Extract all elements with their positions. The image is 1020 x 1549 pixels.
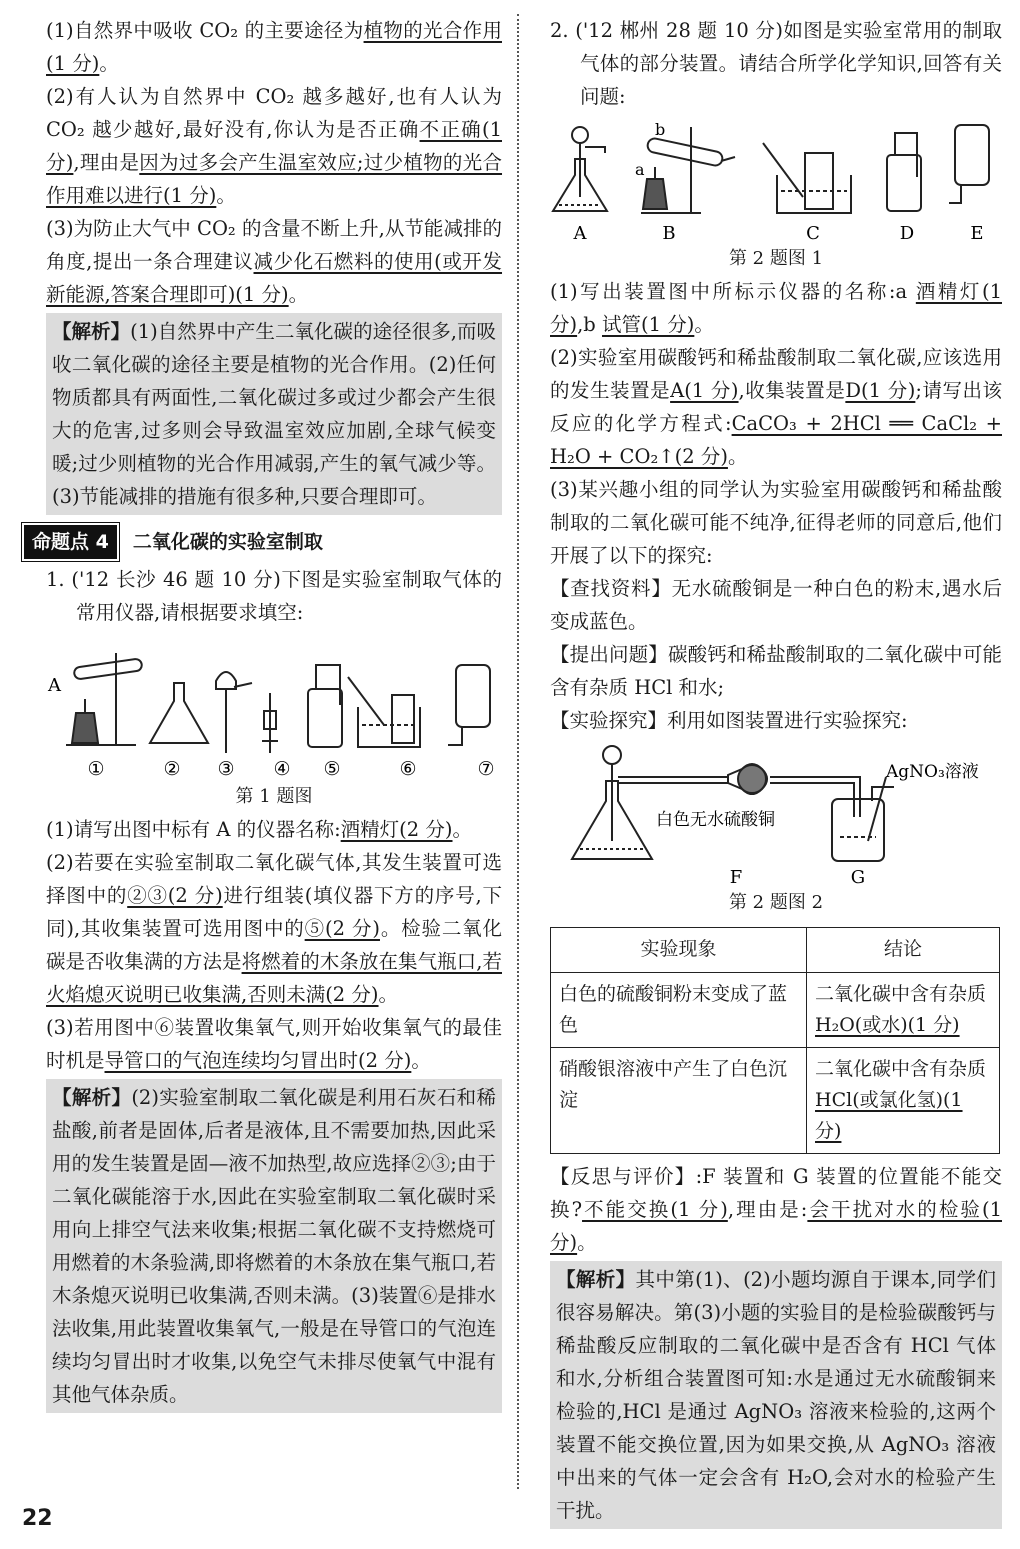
question-2-head: 2. ('12 郴州 28 题 10 分)如图是实验室常用的制取气体的部分装置。请结合所学化学知识,回答有关问题: (550, 19, 1002, 108)
label-a: a (635, 160, 645, 179)
label-b: b (655, 120, 666, 139)
table-header: 实验现象 (551, 928, 807, 973)
results-table (550, 927, 1000, 1154)
figure-1-number: ③ (217, 758, 235, 780)
answer: 不正确(1 分) (46, 118, 502, 174)
answer: 试管(1 分) (602, 313, 695, 336)
info-section: 【查找资料】无水硫酸铜是一种白色的粉末,遇水后变成蓝色。 (550, 577, 1002, 633)
figure-2-1-caption: 第 2 题图 1 (728, 248, 824, 269)
figure-1-number: ④ (273, 758, 291, 780)
right-column (550, 14, 1002, 1533)
figure-2-2-apparatus (556, 741, 996, 889)
label-f: F (729, 867, 743, 888)
conclusion-cell: 二氧化碳中含有杂质 H₂O(或水)(1 分) (807, 973, 1000, 1048)
page-number: 22 (22, 1506, 53, 1531)
explanation-box: 【解析】(1)自然界中产生二氧化碳的途径很多,而吸收二氧化碳的途径主要是植物的光合作用。(2)任何物质都具有两面性,二氧化碳过多或过少都会产生很大的危害,过多则会导致温室效应加剧,全球气候变暖;过少则植物的光合作用减弱,产生的氧气减少等。(3)节能减排的措施有很多种,只要合理即可。 (46, 313, 502, 515)
cuso4-label: 白色无水硫酸铜 (656, 810, 775, 830)
figure-2-1-label: A (573, 223, 587, 244)
agno3-label: AgNO₃溶液 (886, 762, 979, 782)
answer: 不能交换(1 分) (582, 1198, 728, 1221)
topic-tag: 命题点 4 (24, 525, 117, 559)
figure-2-1-label: C (806, 223, 820, 244)
answer: 因为过多会产生温室效应;过少植物的光合作用难以进行(1 分) (46, 151, 503, 207)
topic-title: 二氧化碳的实验室制取 (132, 531, 323, 553)
question-section: 【提出问题】碳酸钙和稀盐酸制取的二氧化碳中可能含有杂质 HCl 和水; (550, 643, 1002, 699)
explore-section: 【实验探究】利用如图装置进行实验探究: (550, 709, 908, 732)
figure-1-caption: 第 1 题图 (235, 786, 313, 807)
label-a: A (48, 675, 61, 696)
figure-1-number: ⑤ (323, 758, 341, 780)
reflection-section: 【反思与评价】:F 装置和 G 装置的位置能不能交换?不能交换(1 分),理由是:会干扰对水的检验(1 分)。 (550, 1165, 1002, 1254)
answer: D(1 分) (845, 379, 916, 402)
question-1-part-1: (1)请写出图中标有 A 的仪器名称:酒精灯(2 分)。 (46, 818, 473, 841)
answer: 将燃着的木条放在集气瓶口,若火焰熄灭说明已收集满,否则未满(2 分) (46, 950, 502, 1006)
figure-2-2-caption: 第 2 题图 2 (728, 892, 824, 913)
figure-1-number: ① (87, 758, 105, 780)
explanation-box: 【解析】(2)实验室制取二氧化碳是利用石灰石和稀盐酸,前者是固体,后者是液体,且不需要加热,因此采用的发生装置是固—液不加热型,故应选择②③;由于二氧化碳能溶于水,因此在实验室制取二氧化碳时采用向上排空气法来收集;根据二氧化碳不支持燃烧可用燃着的木条验满,即将燃着的木条放在集气瓶口,若木条熄灭说明已收集满,否则未满。(3)装置⑥是排水法收集,用此装置收集氧气,一般是在导管口的气泡连续均匀冒出时才收集,以免空气未排尽使氧气中混有其他气体杂质。 (46, 1079, 502, 1413)
figure-1-number: ⑥ (399, 758, 417, 780)
label-g: G (850, 867, 866, 888)
figure-2-1-apparatus (551, 117, 1001, 245)
table-row (551, 973, 1000, 1048)
table-row (551, 1048, 1000, 1154)
topic-header (24, 525, 502, 559)
conclusion-cell: 二氧化碳中含有杂质 HCl(或氯化氢)(1 分) (807, 1048, 1000, 1154)
answer: HCl(或氯化氢)(1 分) (815, 1089, 963, 1142)
co2-question-2: (2)有人认为自然界中 CO₂ 越多越好,也有人认为 CO₂ 越少越好,最好没有,你认为是否正确不正确(1 分),理由是因为过多会产生温室效应;过少植物的光合作用难以进行(1 分)。 (46, 85, 503, 207)
observation-cell: 硝酸银溶液中产生了白色沉淀 (551, 1048, 807, 1154)
explanation-box: 【解析】其中第(1)、(2)小题均源自于课本,同学们很容易解决。第(3)小题的实验目的是检验碳酸钙与稀盐酸反应制取的二氧化碳中是否含有 HCl 气体和水,分析组合装置图可知:水是通过无水硫酸铜来检验的,HCl 是通过 AgNO₃ 溶液来检验的,这两个装置不能交换位置,因为如果交换,从 AgNO₃ 溶液中出来的气体一定会含有 H₂O,会对水的检验产生干扰。 (550, 1261, 1002, 1529)
figure-1-number: ② (163, 758, 181, 780)
answer: 酒精灯(1 分) (550, 280, 1002, 336)
figure-1-apparatus (46, 633, 502, 783)
answer: ⑤(2 分) (304, 917, 380, 940)
figure-1-number: ⑦ (477, 758, 495, 780)
answer: ②③(2 分) (127, 884, 223, 907)
observation-cell: 白色的硫酸铜粉末变成了蓝色 (551, 973, 807, 1048)
answer: H₂O(或水)(1 分) (815, 1014, 960, 1036)
answer: A(1 分) (670, 379, 739, 402)
table-header: 结论 (807, 928, 1000, 973)
answer: 减少化石燃料的使用(或开发新能源,答案合理即可)(1 分) (46, 250, 503, 306)
question-2-part-1: (1)写出装置图中所标示仪器的名称:a 酒精灯(1 分),b 试管(1 分)。 (550, 280, 1002, 336)
question-2-part-2: (2)实验室用碳酸钙和稀盐酸制取二氧化碳,应该选用的发生装置是A(1 分),收集装置是D(1 分);请写出该反应的化学方程式:CaCO₃ + 2HCl ══ CaCl₂ + H₂O + CO₂↑(2 分)。 (550, 346, 1002, 468)
figure-2-1-label: D (899, 223, 915, 244)
question-1-head: 1. ('12 长沙 46 题 10 分)下图是实验室制取气体的常用仪器,请根据要求填空: (46, 568, 502, 624)
figure-2-1-label: B (662, 223, 676, 244)
question-2-part-3: (3)某兴趣小组的同学认为实验室用碳酸钙和稀盐酸制取的二氧化碳可能不纯净,征得老师的同意后,他们开展了以下的探究: (550, 478, 1002, 567)
column-divider (517, 14, 519, 1489)
co2-question-1: (1)自然界中吸收 CO₂ 的主要途径为植物的光合作用(1 分)。 (46, 19, 502, 75)
figure-2-1-label: E (970, 223, 984, 244)
left-column (32, 14, 503, 1417)
question-1-part-2: (2)若要在实验室制取二氧化碳气体,其发生装置可选择图中的②③(2 分)进行组装(填仪器下方的序号,下同),其收集装置可选用图中的⑤(2 分)。检验二氧化碳是否收集满的方法是将燃着的木条放在集气瓶口,若火焰熄灭说明已收集满,否则未满(2 分)。 (46, 851, 502, 1006)
answer: CaCO₃ + 2HCl ══ CaCl₂ + H₂O + CO₂↑(2 分) (550, 412, 1002, 468)
answer: 酒精灯(2 分) (340, 818, 453, 841)
answer: 导管口的气泡连续均匀冒出时(2 分) (104, 1049, 412, 1072)
question-1-part-3: (3)若用图中⑥装置收集氧气,则开始收集氧气的最佳时机是导管口的气泡连续均匀冒出时(2 分)。 (46, 1016, 502, 1072)
answer: 会干扰对水的检验(1 分) (550, 1198, 1002, 1254)
answer: 植物的光合作用(1 分) (46, 19, 502, 75)
co2-question-3: (3)为防止大气中 CO₂ 的含量不断上升,从节能减排的角度,提出一条合理建议减少化石燃料的使用(或开发新能源,答案合理即可)(1 分)。 (46, 217, 503, 306)
